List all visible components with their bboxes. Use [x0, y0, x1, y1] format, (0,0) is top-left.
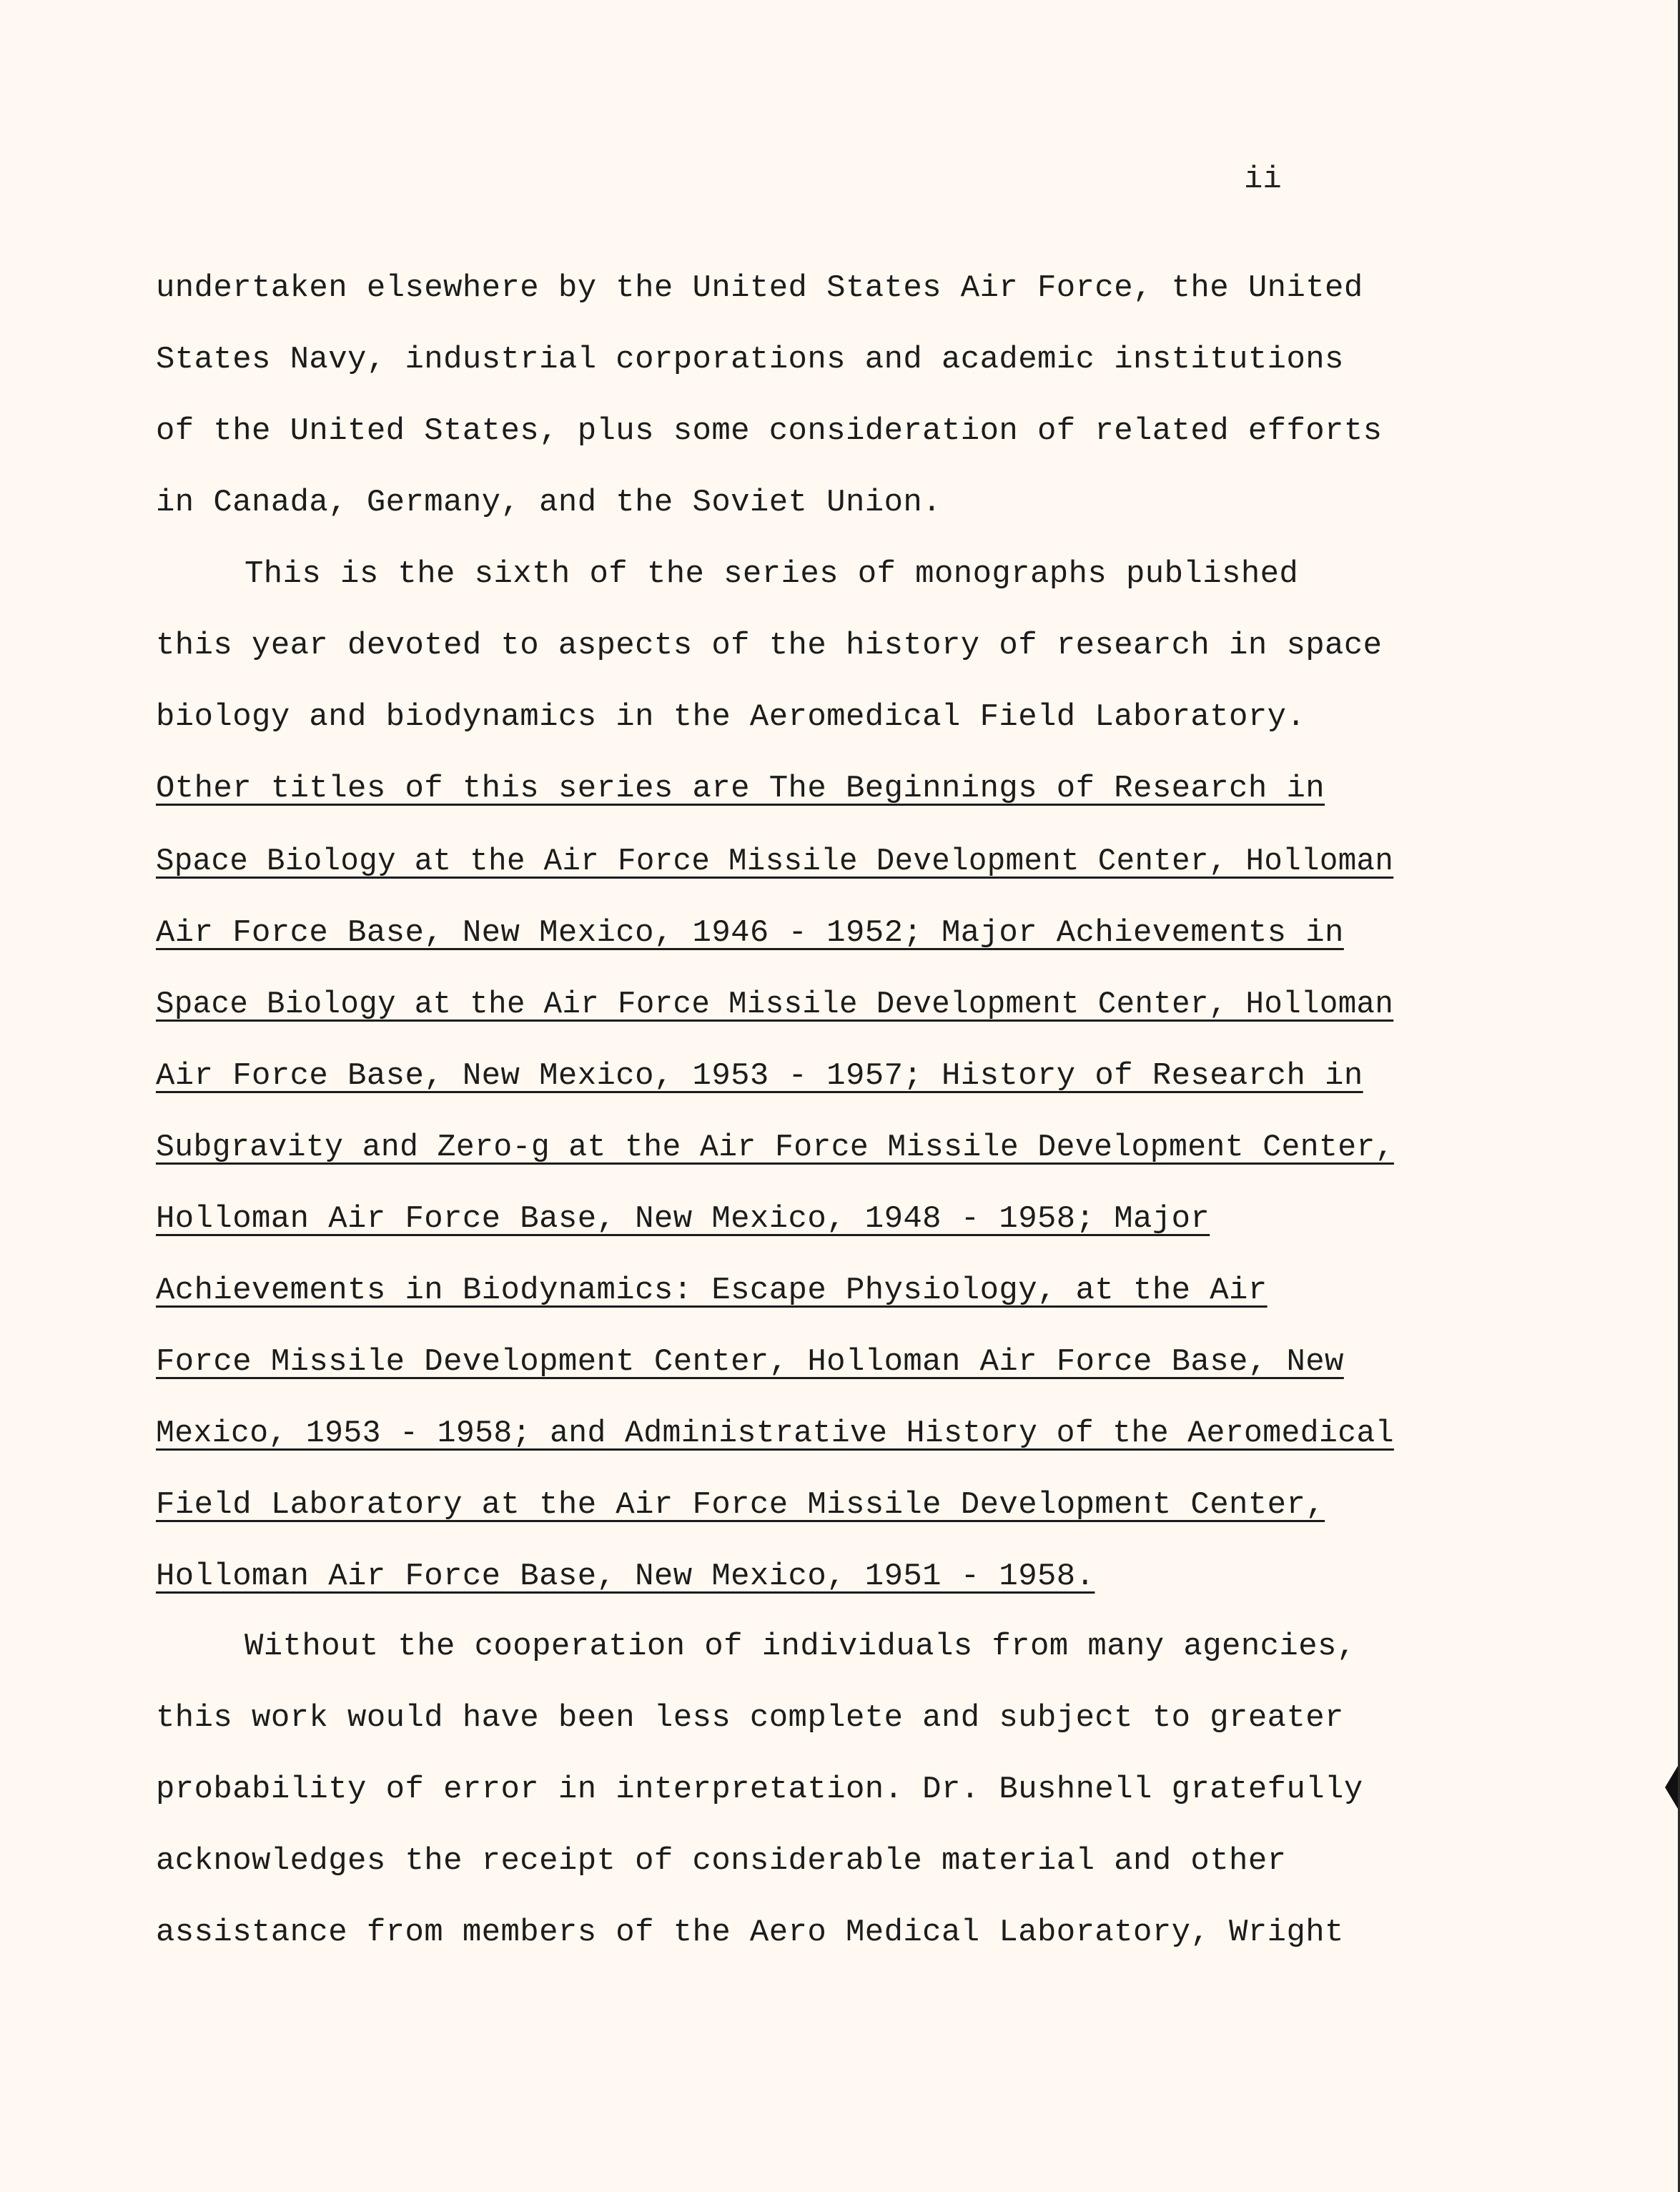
text-line: acknowledges the receipt of considerable material and other [156, 1843, 1287, 1879]
text-line: in Canada, Germany, and the Soviet Union. [156, 485, 942, 520]
text-line: undertaken elsewhere by the United States Air Force, the United [156, 270, 1363, 306]
text-line: Air Force Base, New Mexico, 1946 - 1952; Major Achievements in [156, 915, 1344, 951]
text-line: probability of error in interpretation. Dr. Bushnell gratefully [156, 1772, 1363, 1807]
text-line: this year devoted to aspects of the history of research in space [156, 628, 1383, 663]
text-line: Holloman Air Force Base, New Mexico, 1951 - 1958. [156, 1559, 1095, 1594]
text-line: Subgravity and Zero-g at the Air Force Missile Development Center, [156, 1130, 1394, 1165]
text-line: Without the cooperation of individuals from many agencies, [244, 1629, 1356, 1664]
text-line: of the United States, plus some consideration of related efforts [156, 413, 1383, 449]
text-line: Field Laboratory at the Air Force Missile Development Center, [156, 1487, 1325, 1523]
text-line: Space Biology at the Air Force Missile Development Center, Holloman [156, 987, 1394, 1022]
text-line: States Navy, industrial corporations and academic institutions [156, 342, 1344, 377]
scan-edge-mark [1665, 1766, 1678, 1809]
text-line: Air Force Base, New Mexico, 1953 - 1957; History of Research in [156, 1058, 1363, 1094]
text-line: Mexico, 1953 - 1958; and Administrative History of the Aeromedical [156, 1416, 1394, 1451]
text-line: assistance from members of the Aero Medical Laboratory, Wright [156, 1915, 1344, 1950]
text-line: This is the sixth of the series of monographs published [244, 556, 1299, 592]
text-line: biology and biodynamics in the Aeromedical Field Laboratory. [156, 699, 1306, 735]
text-line: Other titles of this series are The Beginnings of Research in [156, 771, 1325, 806]
text-line: Force Missile Development Center, Holloman Air Force Base, New [156, 1344, 1344, 1380]
text-line: Achievements in Biodynamics: Escape Physiology, at the Air [156, 1273, 1268, 1308]
text-line: this work would have been less complete and subject to greater [156, 1700, 1344, 1736]
text-line: Holloman Air Force Base, New Mexico, 1948 - 1958; Major [156, 1201, 1210, 1237]
page-number: ii [1244, 162, 1282, 197]
text-line: Space Biology at the Air Force Missile Development Center, Holloman [156, 844, 1394, 879]
